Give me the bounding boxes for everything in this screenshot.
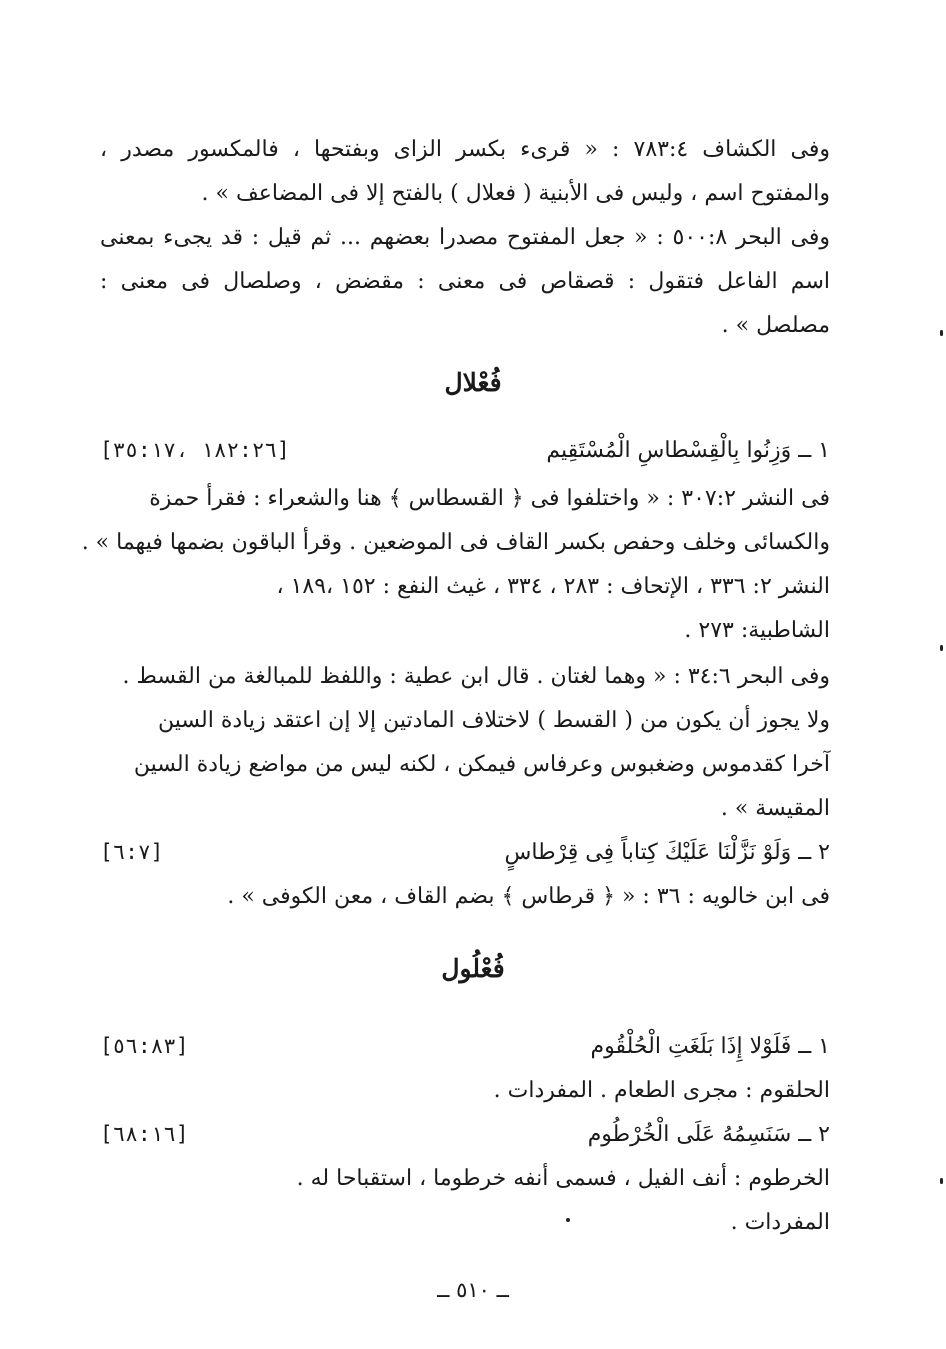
margin-mark [940,330,943,336]
commentary-line: المفردات . [730,1210,830,1235]
verse-text: ١ ــ وَزِنُوا بِالْقِسْطاسِ الْمُسْتَقِيم [546,438,830,463]
commentary-line: الشاطبية: ٢٧٣ . [684,618,830,643]
verse-reference: [٦٨:١٦] [100,1122,189,1146]
verse-text: ٢ ــ وَلَوْ نَزَّلْنَا عَلَيْكَ كِتاباً فِى قِرْطاسٍ [504,840,830,865]
verse-entry [100,1122,830,1162]
commentary-line: آخرا كقدموس وضغبوس وعرفاس فيمكن ، لكنه ليس من مواضع زيادة السين [133,752,830,777]
margin-mark [940,645,943,651]
commentary-line: ولا يجوز أن يكون من ( القسط ) لاختلاف المادتين إلا إن اعتقد زيادة السين [158,708,830,733]
paragraph-kashshaf: وفى الكشاف ٧٨٣:٤ : « قرىء بكسر الزاى وبفتحها ، فالمكسور مصدر ، والمفتوح اسم ، وليس فى الأبنية ( فعلال ) بالفتح إلا فى المضاعف » . [100,137,830,206]
commentary-line: المقيسة » . [720,796,830,821]
verse-text: ١ ــ فَلَوْلا إِذَا بَلَغَتِ الْحُلْقُوم [590,1034,830,1059]
commentary-line: فى النشر ٣٠٧:٢ : « واختلفوا فى ﴿ القسطاس ﴾ هنا والشعراء : فقرأ حمزة [149,486,830,511]
commentary-line: الخرطوم : أنف الفيل ، فسمى أنفه خرطوما ، استقباحا له . [296,1166,830,1191]
verse-entry [100,438,830,478]
verse-text: ٢ ــ سَنَسِمُهُ عَلَى الْخُرْطُوم [587,1122,830,1147]
verse-entry [100,1034,830,1074]
verse-reference: [٥٦:٨٣] [100,1034,189,1058]
ink-speck [566,1218,570,1222]
section-heading-fulal: فُعْلال [444,368,502,397]
paragraph-bahr: وفى البحر ٥٠٠:٨ : « جعل المفتوح مصدرا بعضهم ... ثم قيل : قد يجىء بمعنى اسم الفاعل فتقول : قصقاص فى معنى : مقضض ، وصلصال فى معنى : مصلصل » . [100,225,830,338]
commentary-line: الحلقوم : مجرى الطعام . المفردات . [493,1078,830,1103]
verse-reference: [٦:٧] [100,840,164,864]
commentary-line: وفى البحر ٣٤:٦ : « وهما لغتان . قال ابن عطية : واللفظ للمبالغة من القسط . [122,664,830,689]
commentary-line: فى ابن خالويه : ٣٦ : « ﴿ قرطاس ﴾ بضم القاف ، معن الكوفى » . [227,884,830,909]
margin-mark [940,1178,943,1184]
section-heading-fulul: فُعْلُول [441,954,505,983]
commentary-line: النشر ٢: ٣٣٦ ، الإتحاف : ٢٨٣ ، ٣٣٤ ، غيث النفع : ١٥٢ ،١٨٩ ، [276,574,830,599]
verse-entry [100,840,830,880]
verse-reference: [١٨٢:٢٦ ،٣٥:١٧] [100,438,290,462]
commentary-line: والكسائى وخلف وحفص بكسر القاف فى الموضعين . وقرأ الباقون بضمها فيهما » . [81,530,830,555]
page-number: ــ ٥١٠ ــ [437,1278,509,1302]
